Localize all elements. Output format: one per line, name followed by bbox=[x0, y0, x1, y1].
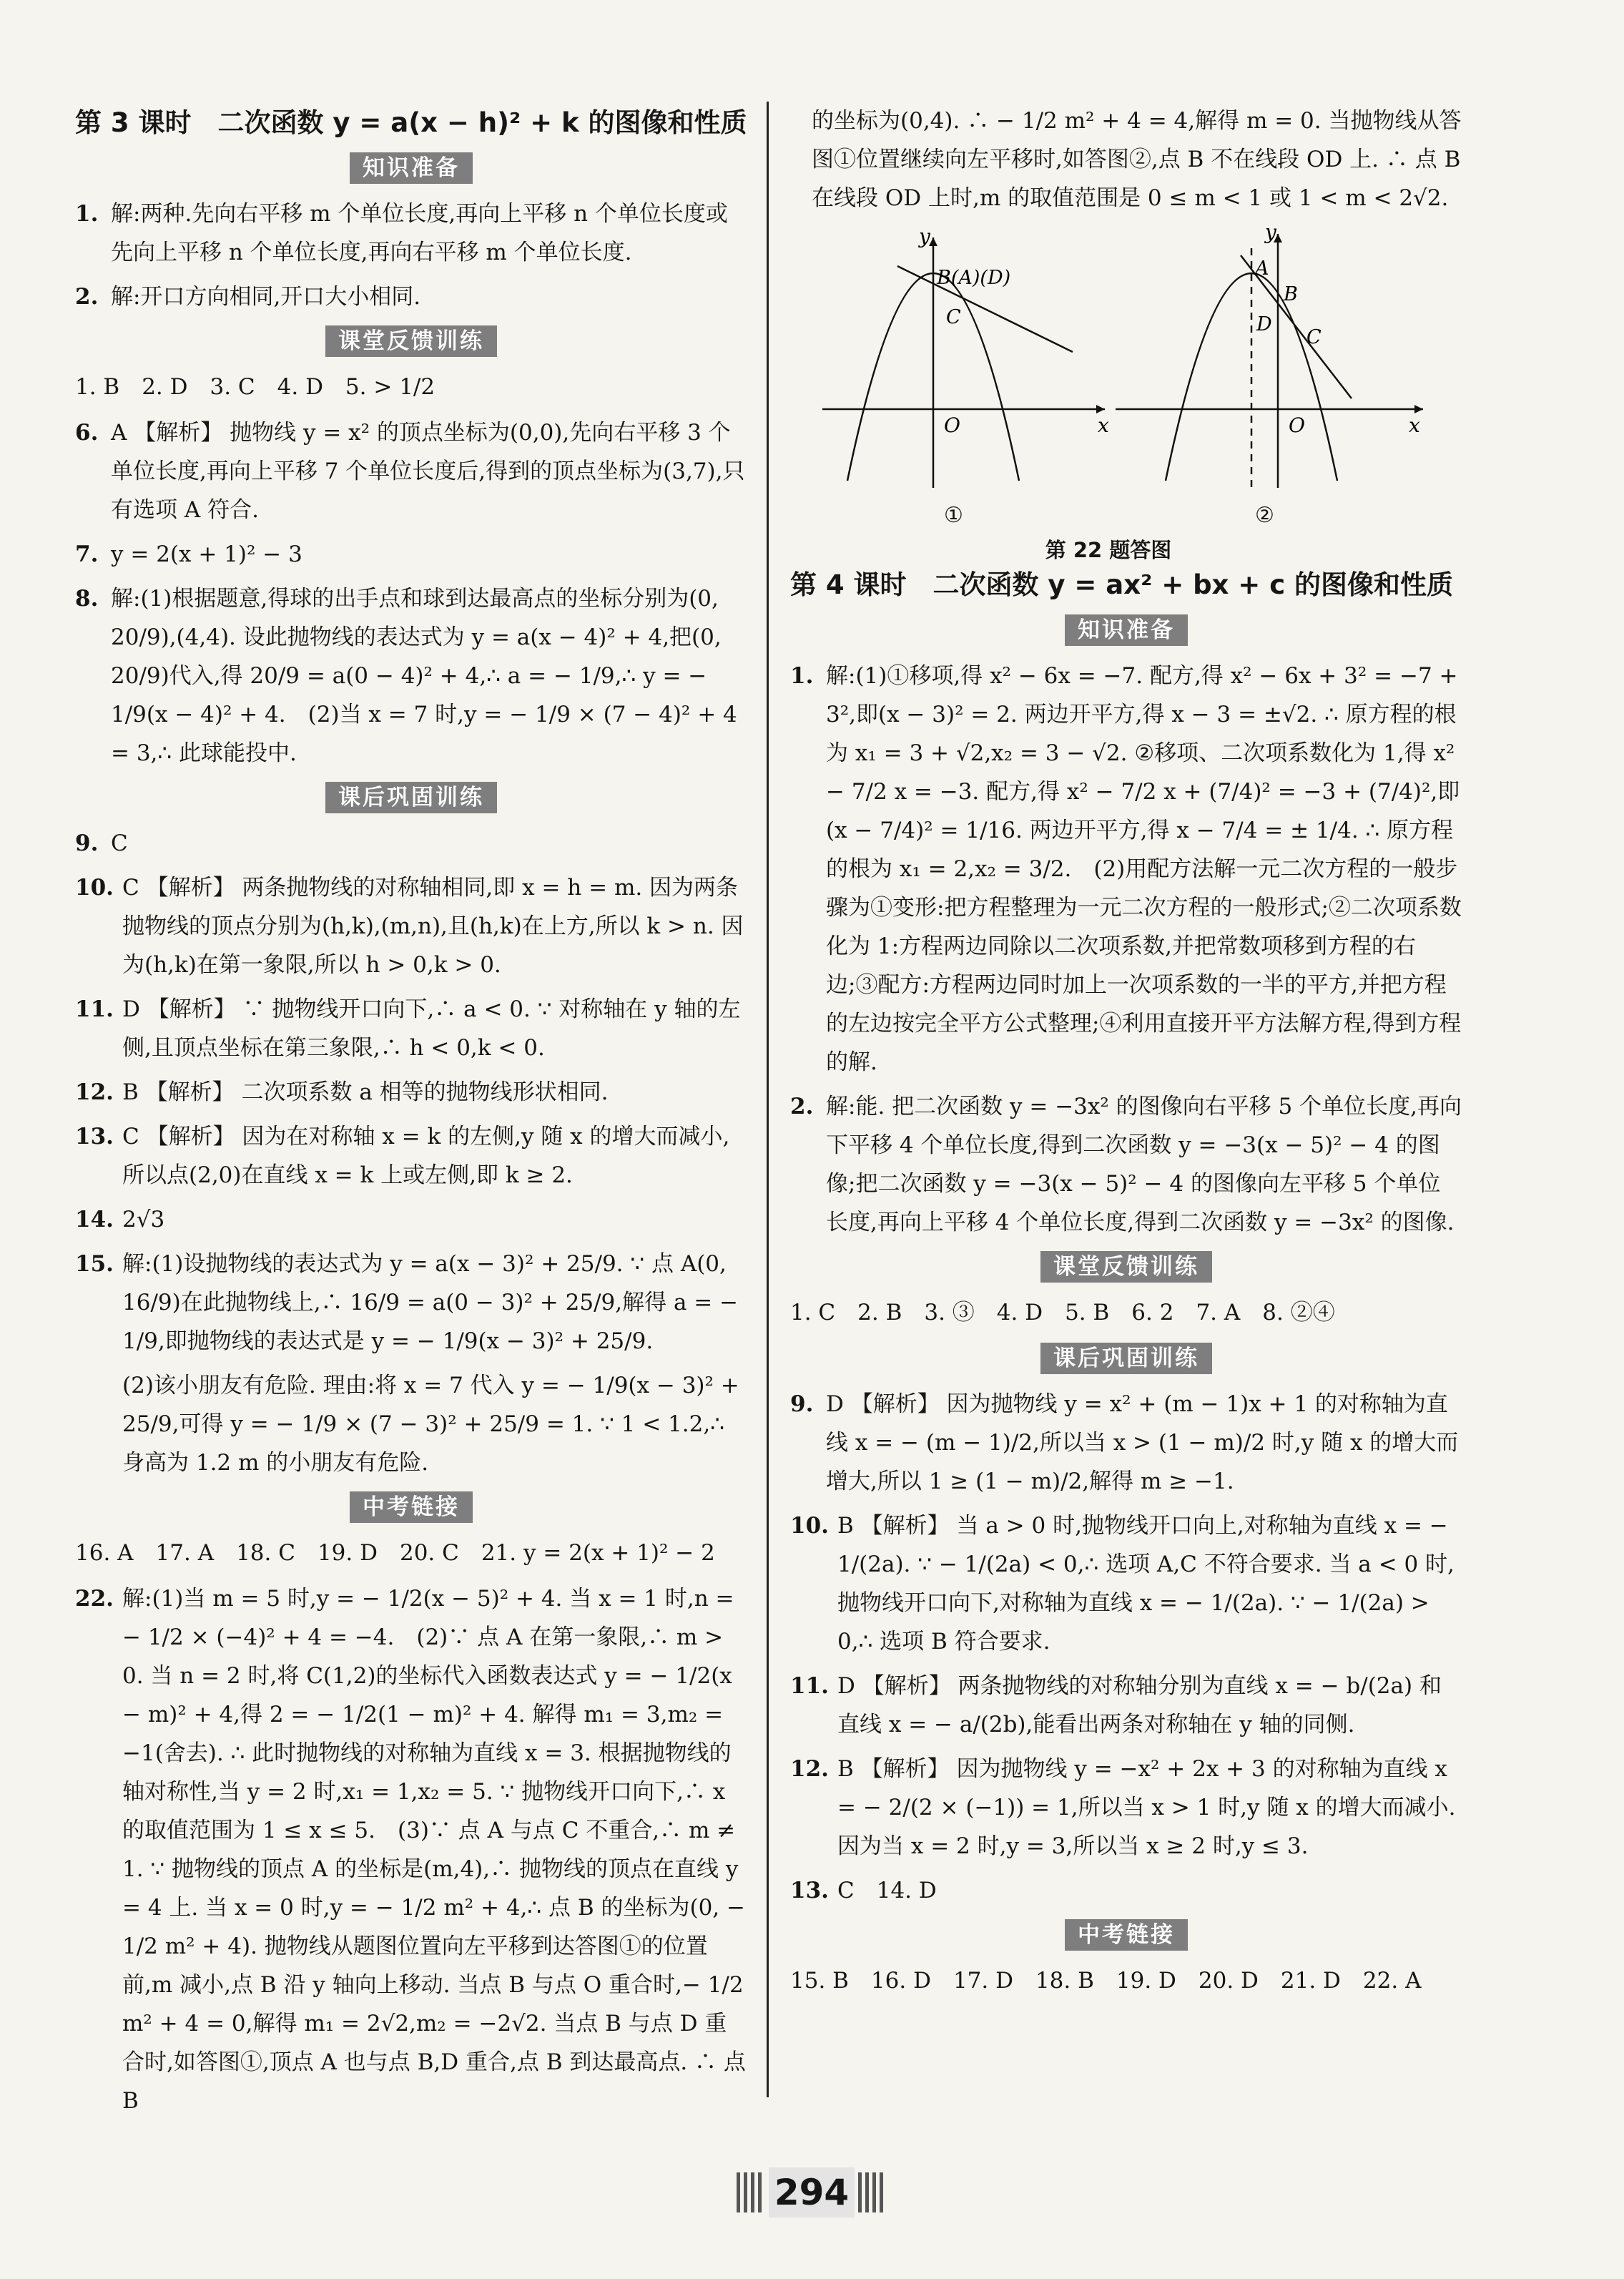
parabola-diagrams bbox=[790, 223, 1427, 559]
answer-item: 22. 解:(1)当 m = 5 时,y = − 1/2(x − 5)² + 4. 当 x = 1 时,n = − 1/2 × (−4)² + 4 = −4. (2)∵ 点 A 在第一象限,∴ m > 0. 当 n = 2 时,将 C(1,2)的坐标代入函数表达式 y = − 1/2(x − m)² + 4,得 2 = − 1/2(1 − m)² + 4. 解得 m₁ = 3,m₂ = −1(舍去). ∴ 此时抛物线的对称轴为直线 x = 3. 根据抛物线的轴对称性,当 y = 2 时,x₁ = 1,x₂ = 5. ∵ 抛物线开口向下,∴ x 的取值范围为 1 ≤ x ≤ 5. (3)∵ 点 A 与点 C 不重合,∴ m ≠ 1. ∵ 抛物线的顶点 A 的坐标是(m,4),∴ 抛物线的顶点在直线 y = 4 上. 当 x = 0 时,y = − 1/2 m² + 4,∴ 点 B 的坐标为(0, − 1/2 m² + 4). 抛物线从题图位置向左平移到达答图①的位置前,m 减小,点 B 沿 y 轴向上移动. 当点 B 与点 O 重合时,− 1/2 m² + 4 = 0,解得 m₁ = 2√2,m₂ = −2√2. 当点 B 与点 D 重合时,如答图①,顶点 A 也与点 B,D 重合,点 B 到达最高点. ∴ 点 B bbox=[75, 1586, 746, 2114]
answer-continuation: (2)该小朋友有危险. 理由:将 x = 7 代入 y = − 1/9(x − 3)² + 25/9,可得 y = − 1/9 × (7 − 3)² + 25/9 = 1. ∵ 1 < 1.2,∴ 身高为 1.2 m 的小朋友有危险. bbox=[122, 1373, 739, 1476]
answer-item: 11. D 【解析】 两条抛物线的对称轴分别为直线 x = − b/(2a) 和直线 x = − a/(2b),能看出两条对称轴在 y 轴的同侧. bbox=[790, 1673, 1442, 1738]
answer-item: 14. 2√3 bbox=[75, 1207, 165, 1232]
label-d-2: D bbox=[1256, 313, 1272, 335]
section-header-homework: 课后巩固训练 bbox=[75, 778, 747, 817]
section-header-knowledge: 知识准备 bbox=[75, 149, 747, 187]
lesson-3-title: 第 3 课时 二次函数 y = a(x − h)² + k 的图像和性质 bbox=[75, 107, 747, 138]
answer-line: 1. C 2. B 3. ③ 4. D 5. B 6. 2 7. A 8. ②④ bbox=[790, 1300, 1335, 1325]
section-header-homework: 课后巩固训练 bbox=[790, 1339, 1462, 1378]
answer-item: 11. D 【解析】 ∵ 抛物线开口向下,∴ a < 0. ∵ 对称轴在 y 轴的左侧,且顶点坐标在第三象限,∴ h < 0,k < 0. bbox=[75, 996, 741, 1061]
section-header-knowledge: 知识准备 bbox=[790, 611, 1462, 650]
section-header-exam-link: 中考链接 bbox=[75, 1488, 747, 1526]
answer-item: 10. B 【解析】 当 a > 0 时,抛物线开口向上,对称轴为直线 x = − 1/(2a). ∵ − 1/(2a) < 0,∴ 选项 A,C 不符合要求. 当 a < 0 时,抛物线开口向下,对称轴为直线 x = − 1/(2a). ∵ − 1/(2a) > 0,∴ 选项 B 符合要求. bbox=[790, 1513, 1455, 1655]
lesson-4-title: 第 4 课时 二次函数 y = ax² + bx + c 的图像和性质 bbox=[790, 569, 1454, 600]
section-header-exam-link: 中考链接 bbox=[790, 1916, 1462, 1954]
answer-line: 16. A 17. A 18. C 19. D 20. C 21. y = 2(x + 1)² − 2 bbox=[75, 1540, 715, 1566]
right-column bbox=[790, 102, 1462, 2007]
answer-item: 1. 解:两种.先向右平移 m 个单位长度,再向上平移 n 个单位长度或先向上平移 n 个单位长度,再向右平移 m 个单位长度. bbox=[75, 201, 728, 265]
answer-figure-22 bbox=[790, 223, 1427, 562]
label-c-1: C bbox=[946, 306, 961, 328]
answer-item: 2. 解:开口方向相同,开口大小相同. bbox=[75, 284, 421, 310]
figure-2-label: ② bbox=[1255, 503, 1274, 528]
section-header-class-feedback: 课堂反馈训练 bbox=[790, 1248, 1462, 1286]
page-decor-right bbox=[858, 2172, 887, 2212]
x-axis-arrow-2 bbox=[1414, 405, 1423, 413]
answer-continuation: 的坐标为(0,4). ∴ − 1/2 m² + 4 = 4,解得 m = 0. 当抛物线从答图①位置继续向左平移时,如答图②,点 B 不在线段 OD 上. ∴ 点 B 在线段 OD 上时,m 的取值范围是 0 ≤ m < 1 或 1 < m < 2√2. bbox=[812, 108, 1462, 211]
figure-caption: 第 22 题答图 bbox=[1045, 538, 1172, 562]
answer-item: 9. D 【解析】 因为抛物线 y = x² + (m − 1)x + 1 的对称轴为直线 x = − (m − 1)/2,所以当 x > (1 − m)/2 时,y 随 x 的增大而增大,所以 1 ≥ (1 − m)/2,解得 m ≥ −1. bbox=[790, 1391, 1459, 1494]
answer-item: 7. y = 2(x + 1)² − 3 bbox=[75, 541, 302, 567]
answer-item: 12. B 【解析】 因为抛物线 y = −x² + 2x + 3 的对称轴为直线 x = − 2/(2 × (−1)) = 1,所以当 x > 1 时,y 随 x 的增大而减小. 因为当 x = 2 时,y = 3,所以当 x ≥ 2 时,y ≤ 3. bbox=[790, 1756, 1456, 1859]
label-x-2: x bbox=[1409, 413, 1420, 437]
figure-1-label: ① bbox=[944, 503, 963, 528]
answer-item: 1. 解:(1)①移项,得 x² − 6x = −7. 配方,得 x² − 6x + 3² = −7 + 3²,即(x − 3)² = 2. 两边开平方,得 x − 3 = ±√2. ∴ 原方程的根为 x₁ = 3 + √2,x₂ = 3 − √2. ②移项、二次项系数化为 1,得 x² − 7/2 x = −3. 配方,得 x² − 7/2 x + (7/4)² = −3 + (7/4)²,即(x − 7/4)² = 1/16. 两边开平方,得 x − 7/4 = ± 1/4. ∴ 原方程的根为 x₁ = 2,x₂ = 3/2. (2)用配方法解一元二次方程的一般步骤为①变形:把方程整理为一元二次方程的一般形式;②二次项系数化为 1:方程两边同除以二次项系数,并把常数项移到方程的右边;③配方:方程两边同时加上一次项系数的一半的平方,并把方程的左边按完全平方公式整理;④利用直接开平方法解方程,得到方程的解. bbox=[790, 663, 1462, 1075]
x-axis-arrow-1 bbox=[1096, 405, 1105, 413]
answer-item: 2. 解:能. 把二次函数 y = −3x² 的图像向右平移 5 个单位长度,再向下平移 4 个单位长度,得到二次函数 y = −3(x − 5)² − 4 的图像;把二次函数 y = −3(x − 5)² − 4 的图像向左平移 5 个单位长度,再向上平移 4 个单位长度,得到二次函数 y = −3x² 的图像. bbox=[790, 1094, 1462, 1235]
label-a-2: A bbox=[1255, 258, 1269, 280]
answer-line: 15. B 16. D 17. D 18. B 19. D 20. D 21. D 22. A bbox=[790, 1968, 1422, 1994]
label-o-2: O bbox=[1289, 413, 1305, 437]
answer-item: 12. B 【解析】 二次项系数 a 相等的抛物线形状相同. bbox=[75, 1079, 609, 1105]
answer-item: 13. C 【解析】 因为在对称轴 x = k 的左侧,y 随 x 的增大而减小,所以点(2,0)在直线 x = k 上或左侧,即 k ≥ 2. bbox=[75, 1124, 730, 1188]
page-decor-left bbox=[737, 2172, 765, 2212]
answer-item: 6. A 【解析】 抛物线 y = x² 的顶点坐标为(0,0),先向右平移 3 个单位长度,再向上平移 7 个单位长度后,得到的顶点坐标为(3,7),只有选项 A 符合. bbox=[75, 420, 745, 523]
answer-item: 10. C 【解析】 两条抛物线的对称轴相同,即 x = h = m. 因为两条抛物线的顶点分别为(h,k),(m,n),且(h,k)在上方,所以 k > n. 因为(h,k)在第一象限,所以 h > 0,k > 0. bbox=[75, 875, 744, 978]
label-c-2: C bbox=[1306, 326, 1322, 348]
answer-line: 1. B 2. D 3. C 4. D 5. > 1/2 bbox=[75, 374, 435, 400]
label-x-1: x bbox=[1098, 413, 1109, 437]
page-number: 294 bbox=[769, 2167, 855, 2217]
label-y-1: y bbox=[919, 225, 930, 248]
column-divider bbox=[767, 102, 769, 2097]
label-b-a-d: B(A)(D) bbox=[937, 267, 1011, 289]
label-y-2: y bbox=[1265, 223, 1276, 244]
left-column bbox=[75, 102, 747, 2126]
answer-item: 13. C 14. D bbox=[790, 1878, 937, 1903]
answer-item: 15. 解:(1)设抛物线的表达式为 y = a(x − 3)² + 25/9. ∵ 点 A(0, 16/9)在此抛物线上,∴ 16/9 = a(0 − 3)² + 25/9,解得 a = − 1/9,即抛物线的表达式是 y = − 1/9(x − 3)² + 25/9. bbox=[75, 1251, 739, 1354]
answer-item: 8. 解:(1)根据题意,得球的出手点和球到达最高点的坐标分别为(0, 20/9),(4,4). 设此抛物线的表达式为 y = a(x − 4)² + 4,把(0, 20/9)代入,得 20/9 = a(0 − 4)² + 4,∴ a = − 1/9,∴ y = − 1/9(x − 4)² + 4. (2)当 x = 7 时,y = − 1/9 × (7 − 4)² + 4 = 3,∴ 此球能投中. bbox=[75, 586, 737, 766]
answer-item: 9. C bbox=[75, 830, 128, 856]
label-o-1: O bbox=[944, 413, 960, 437]
page-number-block bbox=[722, 2167, 901, 2225]
section-header-class-feedback: 课堂反馈训练 bbox=[75, 322, 747, 361]
label-b-2: B bbox=[1284, 283, 1298, 305]
